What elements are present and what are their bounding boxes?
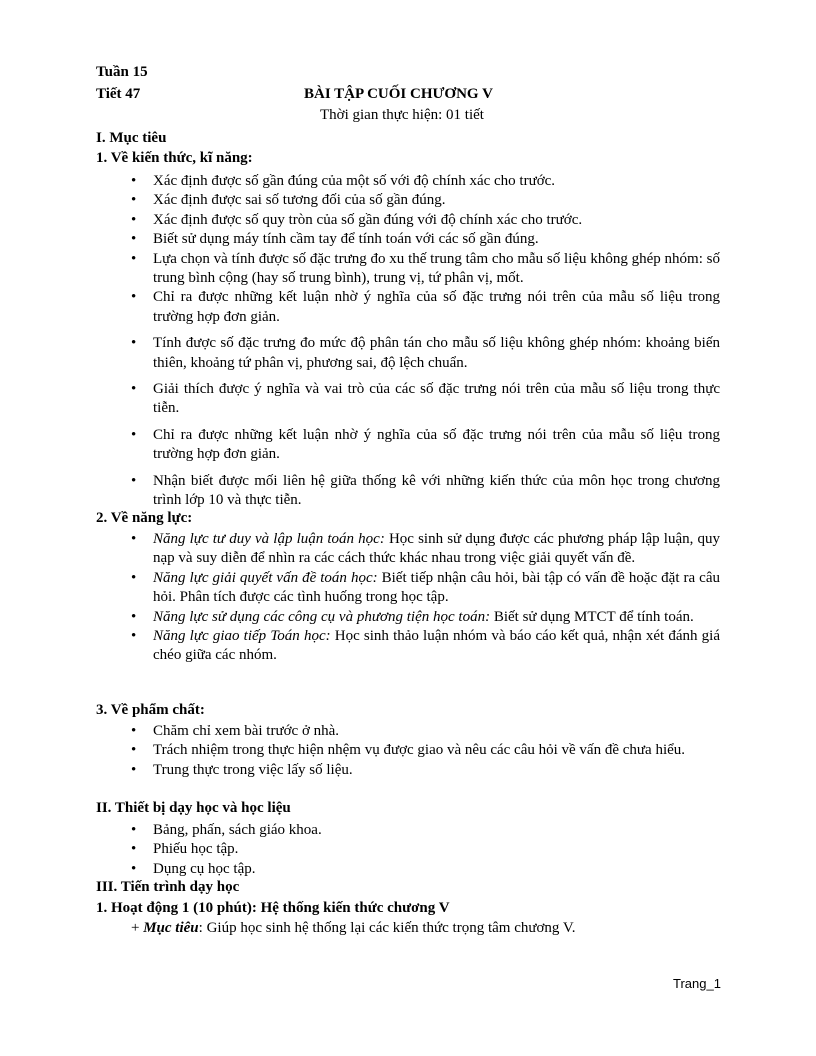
competency-list [0, 530, 720, 666]
section-process-heading: III. Tiến trình dạy học [96, 879, 240, 895]
list-item [0, 627, 720, 666]
goal-prefix: + [131, 920, 144, 936]
activity-goal [131, 920, 576, 937]
list-item: • Trung thực trong việc lấy số liệu. [0, 761, 720, 780]
competency-text: Biết sử dụng MTCT để tính toán. [490, 608, 694, 625]
competency-text: Biết tiếp nhận câu hỏi, bài tập có vấn đề hoặc đặt ra câu hỏi. Phân tích được các tình huống trong học tập. [153, 569, 720, 606]
list-item: • Biết sử dụng máy tính cầm tay để tính toán với các số gần đúng. [0, 230, 720, 249]
list-item [0, 569, 720, 608]
competency-label: Năng lực giải quyết vấn đề toán học: [153, 569, 378, 586]
week-label: Tuần 15 [96, 64, 148, 80]
knowledge-list [0, 172, 720, 511]
list-item: • Xác định được số gần đúng của một số với độ chính xác cho trước. [0, 172, 720, 191]
duration: Thời gian thực hiện: 01 tiết [320, 107, 484, 123]
period-label: Tiết 47 [96, 86, 141, 102]
equipment-list [0, 821, 720, 879]
activity-heading: 1. Hoạt động 1 (10 phút): Hệ thống kiến thức chương V [96, 900, 450, 916]
list-item: • Chăm chỉ xem bài trước ở nhà. [0, 722, 720, 741]
list-item: • Xác định được sai số tương đối của số gần đúng. [0, 191, 720, 210]
list-item: • Giải thích được ý nghĩa và vai trò của các số đặc trưng nói trên của mẫu số liệu trong thực tiễn. [0, 380, 720, 419]
section-equipment-heading: II. Thiết bị dạy học và học liệu [96, 800, 291, 816]
list-item: • Lựa chọn và tính được số đặc trưng đo xu thế trung tâm cho mẫu số liệu không ghép nhóm: số trung bình cộng (hay số trung bình), trung vị, tứ phân vị, mốt. [0, 250, 720, 289]
list-item: • Nhận biết được mối liên hệ giữa thống kê với những kiến thức của môn học trong chương trình lớp 10 và thực tiễn. [0, 472, 720, 511]
competency-text: Học sinh sử dụng được các phương pháp lập luận, quy nạp và suy diễn để nhìn ra các cách thức khác nhau trong việc giải quyết vấn đề. [153, 531, 720, 567]
competency-label: Năng lực sử dụng các công cụ và phương tiện học toán: [153, 608, 491, 625]
competency-text: Học sinh thảo luận nhóm và báo cáo kết quả, nhận xét đánh giá chéo giữa các nhóm. [153, 628, 720, 664]
goal-text: : Giúp học sinh hệ thống lại các kiến thức trọng tâm chương V. [198, 920, 576, 936]
list-item: • Xác định được số quy tròn của số gần đúng với độ chính xác cho trước. [0, 211, 720, 230]
list-item: • Phiếu học tập. [0, 840, 720, 859]
quality-heading: 3. Về phẩm chất: [96, 702, 205, 718]
page-title: BÀI TẬP CUỐI CHƯƠNG V [304, 86, 493, 102]
list-item [0, 608, 720, 627]
list-item: • Chỉ ra được những kết luận nhờ ý nghĩa của số đặc trưng nói trên của mẫu số liệu trong trường hợp đơn giản. [0, 426, 720, 465]
list-item: • Bảng, phấn, sách giáo khoa. [0, 821, 720, 840]
goal-label: Mục tiêu [143, 920, 199, 936]
quality-list [0, 722, 720, 780]
competency-label: Năng lực tư duy và lập luận toán học: [153, 531, 385, 547]
list-item: • Chỉ ra được những kết luận nhờ ý nghĩa của số đặc trưng nói trên của mẫu số liệu trong trường hợp đơn giản. [0, 288, 720, 327]
competency-heading: 2. Về năng lực: [96, 510, 193, 526]
list-item: • Trách nhiệm trong thực hiện nhệm vụ được giao và nêu các câu hỏi về vấn đề chưa hiểu. [0, 741, 720, 760]
page-number: Trang_1 [673, 976, 721, 991]
section-objectives-heading: I. Mục tiêu [96, 130, 167, 146]
competency-label: Năng lực giao tiếp Toán học: [153, 628, 331, 645]
list-item: • Dụng cụ học tập. [0, 860, 720, 879]
list-item [0, 530, 720, 569]
knowledge-heading: 1. Về kiến thức, kĩ năng: [96, 150, 253, 166]
list-item: • Tính được số đặc trưng đo mức độ phân tán cho mẫu số liệu không ghép nhóm: khoảng biến thiên, khoảng tứ phân vị, phương sai, độ lệch chuẩn. [0, 334, 720, 373]
